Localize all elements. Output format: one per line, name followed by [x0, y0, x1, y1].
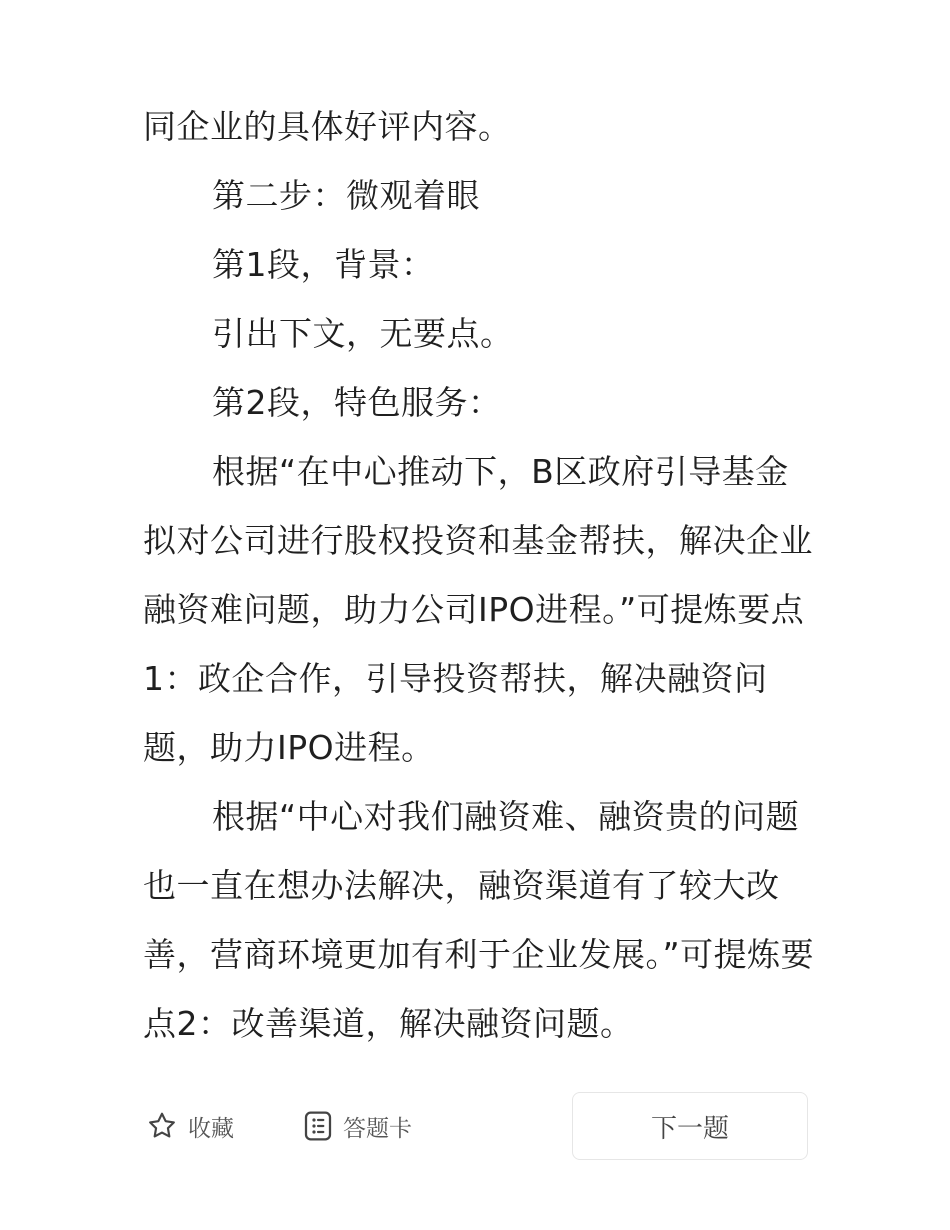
paragraph: 第1段，背景： — [212, 245, 435, 284]
paragraph: 根据“在中心推动下，B区政府引导基金拟对公司进行股权投资和基金帮扶，解决企业融资难问题，助力公司IPO进程。”可提炼要点1：政企合作，引导投资帮扶，解决融资问题，助力IPO进程。 — [143, 452, 813, 767]
answer-card-button[interactable] — [303, 1108, 412, 1144]
paragraph: 根据“中心对我们融资难、融资贵的问题也一直在想办法解决，融资渠道有了较大改善，营商环境更加有利于企业发展。”可提炼要点2：改善渠道，解决融资问题。 — [143, 797, 815, 1043]
answer-explanation — [143, 92, 815, 1058]
paragraph: 同企业的具体好评内容。 — [143, 107, 512, 146]
bottom-toolbar — [0, 1090, 950, 1162]
answer-card-label: 答题卡 — [343, 1115, 412, 1142]
favorite-button[interactable] — [146, 1108, 234, 1144]
next-question-button[interactable]: 下一题 — [572, 1092, 808, 1160]
paragraph: 引出下文，无要点。 — [212, 314, 514, 353]
star-outline-icon — [146, 1110, 178, 1142]
paragraph: 第二步：微观着眼 — [212, 176, 480, 215]
favorite-label: 收藏 — [188, 1115, 234, 1142]
paragraph: 第2段，特色服务： — [212, 383, 502, 422]
answer-card-icon — [303, 1110, 333, 1142]
